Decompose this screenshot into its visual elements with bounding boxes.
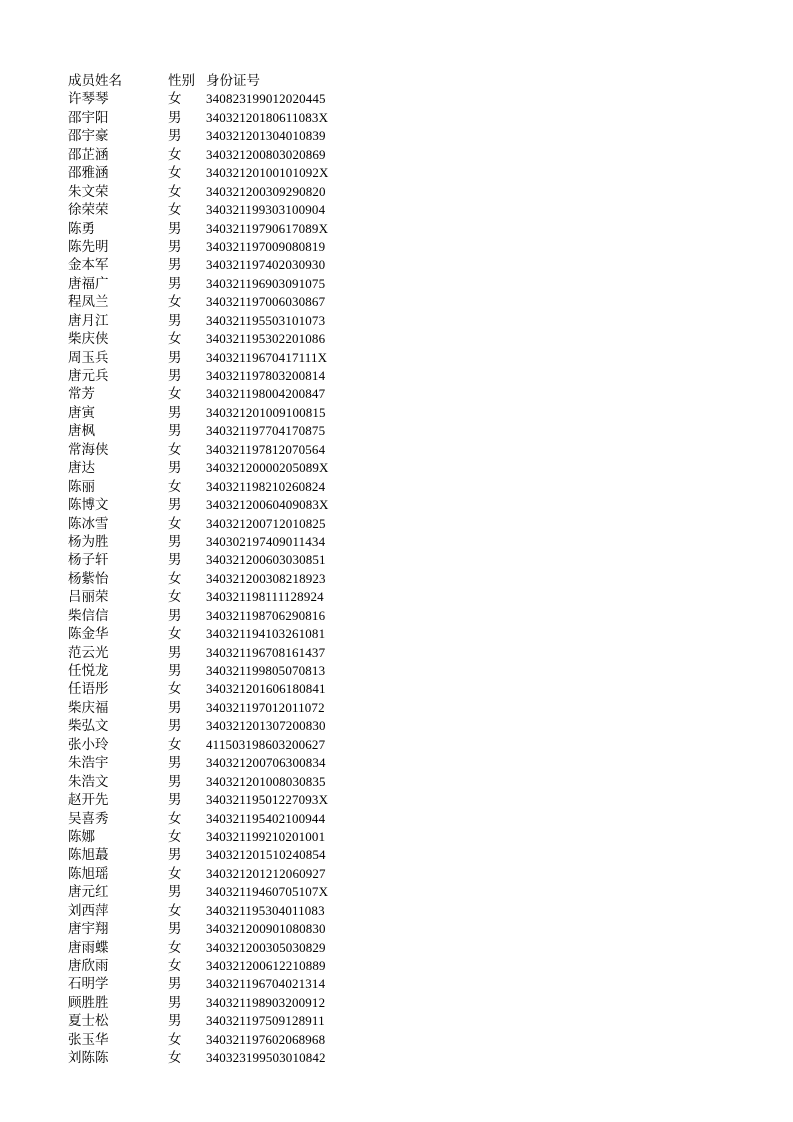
member-name-cell: 任语彤 <box>68 681 109 698</box>
member-id-cell: 340321197812070564 <box>206 441 326 457</box>
member-sex-cell: 女 <box>168 865 182 882</box>
member-name-cell: 柴庆侠 <box>68 331 109 348</box>
member-sex-cell: 男 <box>168 994 182 1011</box>
member-id-cell: 340321201510240854 <box>206 847 326 863</box>
member-id-cell: 340321198210260824 <box>206 478 326 494</box>
member-id-cell: 340321199303100904 <box>206 202 326 218</box>
member-name-cell: 唐月江 <box>68 312 109 329</box>
member-sex-cell: 男 <box>168 699 182 716</box>
member-name-cell: 柴庆福 <box>68 699 109 716</box>
member-sex-cell: 女 <box>168 1050 182 1067</box>
member-id-cell: 340321200603030851 <box>206 552 326 568</box>
member-name-cell: 顾胜胜 <box>68 994 109 1011</box>
member-id-cell: 340823199012020445 <box>206 91 326 107</box>
member-id-cell: 411503198603200627 <box>206 736 326 752</box>
member-name-cell: 陈娜 <box>68 828 95 845</box>
member-id-cell: 340321195503101073 <box>206 312 326 328</box>
member-id-cell: 340321199210201001 <box>206 828 326 844</box>
member-name-cell: 石明学 <box>68 976 109 993</box>
member-sex-cell: 女 <box>168 736 182 753</box>
member-sex-cell: 女 <box>168 515 182 532</box>
member-name-cell: 陈金华 <box>68 626 109 643</box>
member-sex-cell: 男 <box>168 1013 182 1030</box>
member-name-cell: 杨子轩 <box>68 552 109 569</box>
member-id-cell: 340321201008030835 <box>206 773 326 789</box>
member-id-cell: 340321197509128911 <box>206 1013 325 1029</box>
member-name-cell: 杨紫怡 <box>68 570 109 587</box>
member-sex-cell: 男 <box>168 109 182 126</box>
member-sex-cell: 女 <box>168 478 182 495</box>
header-name: 成员姓名 <box>68 73 122 89</box>
member-id-cell: 34032119460705107X <box>206 884 329 900</box>
member-sex-cell: 男 <box>168 607 182 624</box>
member-name-cell: 朱文荣 <box>68 183 109 200</box>
member-id-cell: 340321196708161437 <box>206 644 326 660</box>
member-name-cell: 柴弘文 <box>68 718 109 735</box>
member-name-cell: 邵芷涵 <box>68 146 109 163</box>
member-id-cell: 340321201606180841 <box>206 681 326 697</box>
member-name-cell: 徐荣荣 <box>68 202 109 219</box>
member-id-cell: 34032120000205089X <box>206 460 329 476</box>
member-name-cell: 唐欣雨 <box>68 958 109 974</box>
member-name-cell: 吕丽荣 <box>68 589 109 606</box>
member-id-cell: 340321194103261081 <box>206 626 326 642</box>
member-name-cell: 张小玲 <box>68 736 109 753</box>
member-name-cell: 赵开先 <box>68 792 109 809</box>
member-name-cell: 陈冰雪 <box>68 515 109 532</box>
member-id-cell: 340323199503010842 <box>206 1050 326 1066</box>
member-id-cell: 340321198004200847 <box>206 386 326 402</box>
member-name-cell: 陈旭瑶 <box>68 865 109 882</box>
member-name-cell: 朱浩宇 <box>68 755 109 772</box>
member-id-cell: 340321201307200830 <box>206 718 326 734</box>
member-name-cell: 唐雨蝶 <box>68 939 109 956</box>
member-id-cell: 34032120060409083X <box>206 497 329 513</box>
member-name-cell: 金本军 <box>68 257 109 274</box>
member-sex-cell: 男 <box>168 404 182 421</box>
member-name-cell: 陈旭蕞 <box>68 847 109 864</box>
member-sex-cell: 女 <box>168 146 182 163</box>
member-name-cell: 刘陈陈 <box>68 1050 109 1067</box>
member-name-cell: 夏士松 <box>68 1013 109 1030</box>
member-sex-cell: 男 <box>168 368 182 384</box>
member-sex-cell: 女 <box>168 681 182 698</box>
member-id-cell: 34032120100101092X <box>206 165 329 181</box>
member-id-cell: 340321200308218923 <box>206 570 326 586</box>
member-id-cell: 340321199805070813 <box>206 663 326 678</box>
member-name-cell: 陈勇 <box>68 220 95 237</box>
member-name-cell: 周玉兵 <box>68 349 109 366</box>
member-name-cell: 唐达 <box>68 460 95 477</box>
member-id-cell: 34032119670417111X <box>206 349 328 365</box>
member-name-cell: 范云光 <box>68 644 109 661</box>
header-sex: 性别 <box>168 73 195 89</box>
member-sex-cell: 女 <box>168 589 182 606</box>
member-sex-cell: 男 <box>168 552 182 569</box>
member-name-cell: 朱浩文 <box>68 773 109 790</box>
member-name-cell: 邵宇阳 <box>68 109 109 126</box>
member-sex-cell: 女 <box>168 570 182 587</box>
member-sex-cell: 女 <box>168 626 182 643</box>
member-sex-cell: 女 <box>168 1031 182 1048</box>
member-name-cell: 唐寅 <box>68 404 95 421</box>
member-id-cell: 340321197704170875 <box>206 423 326 439</box>
member-sex-cell: 男 <box>168 423 182 440</box>
member-name-cell: 张玉华 <box>68 1031 109 1048</box>
member-sex-cell: 男 <box>168 884 182 901</box>
member-name-cell: 唐元兵 <box>68 368 109 384</box>
member-sex-cell: 男 <box>168 275 182 292</box>
member-id-cell: 340321200309290820 <box>206 183 326 199</box>
member-id-cell: 340321200712010825 <box>206 515 326 531</box>
member-sex-cell: 男 <box>168 644 182 661</box>
member-id-cell: 340321200706300834 <box>206 755 326 771</box>
member-sex-cell: 男 <box>168 755 182 772</box>
member-name-cell: 吴喜秀 <box>68 810 109 827</box>
member-sex-cell: 男 <box>168 460 182 477</box>
member-name-cell: 常芳 <box>68 386 95 403</box>
member-id-cell: 340321198111128924 <box>206 589 324 605</box>
member-id-cell: 340321201009100815 <box>206 404 326 420</box>
member-id-cell: 340321197602068968 <box>206 1031 326 1047</box>
member-name-cell: 程凤兰 <box>68 294 109 311</box>
member-sex-cell: 男 <box>168 349 182 366</box>
member-sex-cell: 女 <box>168 331 182 348</box>
member-sex-cell: 女 <box>168 183 182 200</box>
member-sex-cell: 女 <box>168 810 182 827</box>
member-name-cell: 邵雅涵 <box>68 165 109 182</box>
member-name-cell: 常海侠 <box>68 441 109 458</box>
member-sex-cell: 男 <box>168 976 182 993</box>
member-sex-cell: 女 <box>168 828 182 845</box>
member-id-cell: 340321197006030867 <box>206 294 326 310</box>
member-name-cell: 陈丽 <box>68 478 95 495</box>
member-id-cell: 340321196704021314 <box>206 976 326 992</box>
member-id-cell: 34032119501227093X <box>206 792 329 808</box>
member-name-cell: 唐元红 <box>68 884 109 901</box>
member-id-cell: 340321198706290816 <box>206 607 326 623</box>
member-sex-cell: 男 <box>168 847 182 864</box>
member-id-cell: 340321201304010839 <box>206 128 326 144</box>
member-name-cell: 陈先明 <box>68 238 109 255</box>
member-id-cell: 340321195402100944 <box>206 810 326 826</box>
member-id-cell: 340321200901080830 <box>206 921 326 937</box>
member-id-cell: 340321196903091075 <box>206 275 326 291</box>
member-name-cell: 唐宇翔 <box>68 921 109 938</box>
member-id-cell: 340321198903200912 <box>206 994 326 1010</box>
member-id-cell: 340321200803020869 <box>206 146 326 162</box>
member-sex-cell: 男 <box>168 663 182 679</box>
member-id-cell: 340321195302201086 <box>206 331 326 347</box>
member-sex-cell: 男 <box>168 792 182 809</box>
member-name-cell: 刘西萍 <box>68 902 109 919</box>
member-id-cell: 340321195304011083 <box>206 902 325 918</box>
member-id-cell: 340321200305030829 <box>206 939 326 955</box>
member-id-cell: 34032120180611083X <box>206 109 329 125</box>
member-sex-cell: 女 <box>168 91 182 108</box>
member-sex-cell: 女 <box>168 386 182 403</box>
member-id-cell: 340321197803200814 <box>206 368 326 383</box>
member-sex-cell: 男 <box>168 220 182 237</box>
member-id-cell: 340321201212060927 <box>206 865 326 881</box>
member-id-cell: 340321197009080819 <box>206 238 326 254</box>
member-sex-cell: 男 <box>168 128 182 145</box>
member-sex-cell: 男 <box>168 497 182 514</box>
member-name-cell: 唐枫 <box>68 423 95 440</box>
member-sex-cell: 男 <box>168 238 182 255</box>
member-name-cell: 杨为胜 <box>68 533 109 550</box>
member-sex-cell: 男 <box>168 773 182 790</box>
member-sex-cell: 女 <box>168 165 182 182</box>
member-id-cell: 340321197012011072 <box>206 699 325 715</box>
member-name-cell: 唐福广 <box>68 275 109 292</box>
member-sex-cell: 男 <box>168 257 182 274</box>
member-name-cell: 柴信信 <box>68 607 109 624</box>
member-name-cell: 邵宇豪 <box>68 128 109 145</box>
member-name-cell: 陈博文 <box>68 497 109 514</box>
member-name-cell: 许琴琴 <box>68 91 109 108</box>
member-sex-cell: 女 <box>168 294 182 311</box>
member-sex-cell: 女 <box>168 958 182 974</box>
member-sex-cell: 男 <box>168 921 182 938</box>
member-sex-cell: 女 <box>168 202 182 219</box>
member-id-cell: 340302197409011434 <box>206 533 326 549</box>
member-id-cell: 340321200612210889 <box>206 958 326 973</box>
member-id-cell: 340321197402030930 <box>206 257 326 273</box>
member-sex-cell: 女 <box>168 939 182 956</box>
member-name-cell: 任悦龙 <box>68 663 109 679</box>
member-id-cell: 34032119790617089X <box>206 220 329 236</box>
header-id-number: 身份证号 <box>206 73 260 89</box>
member-sex-cell: 女 <box>168 441 182 458</box>
member-sex-cell: 男 <box>168 718 182 735</box>
member-sex-cell: 男 <box>168 533 182 550</box>
member-sex-cell: 男 <box>168 312 182 329</box>
member-sex-cell: 女 <box>168 902 182 919</box>
